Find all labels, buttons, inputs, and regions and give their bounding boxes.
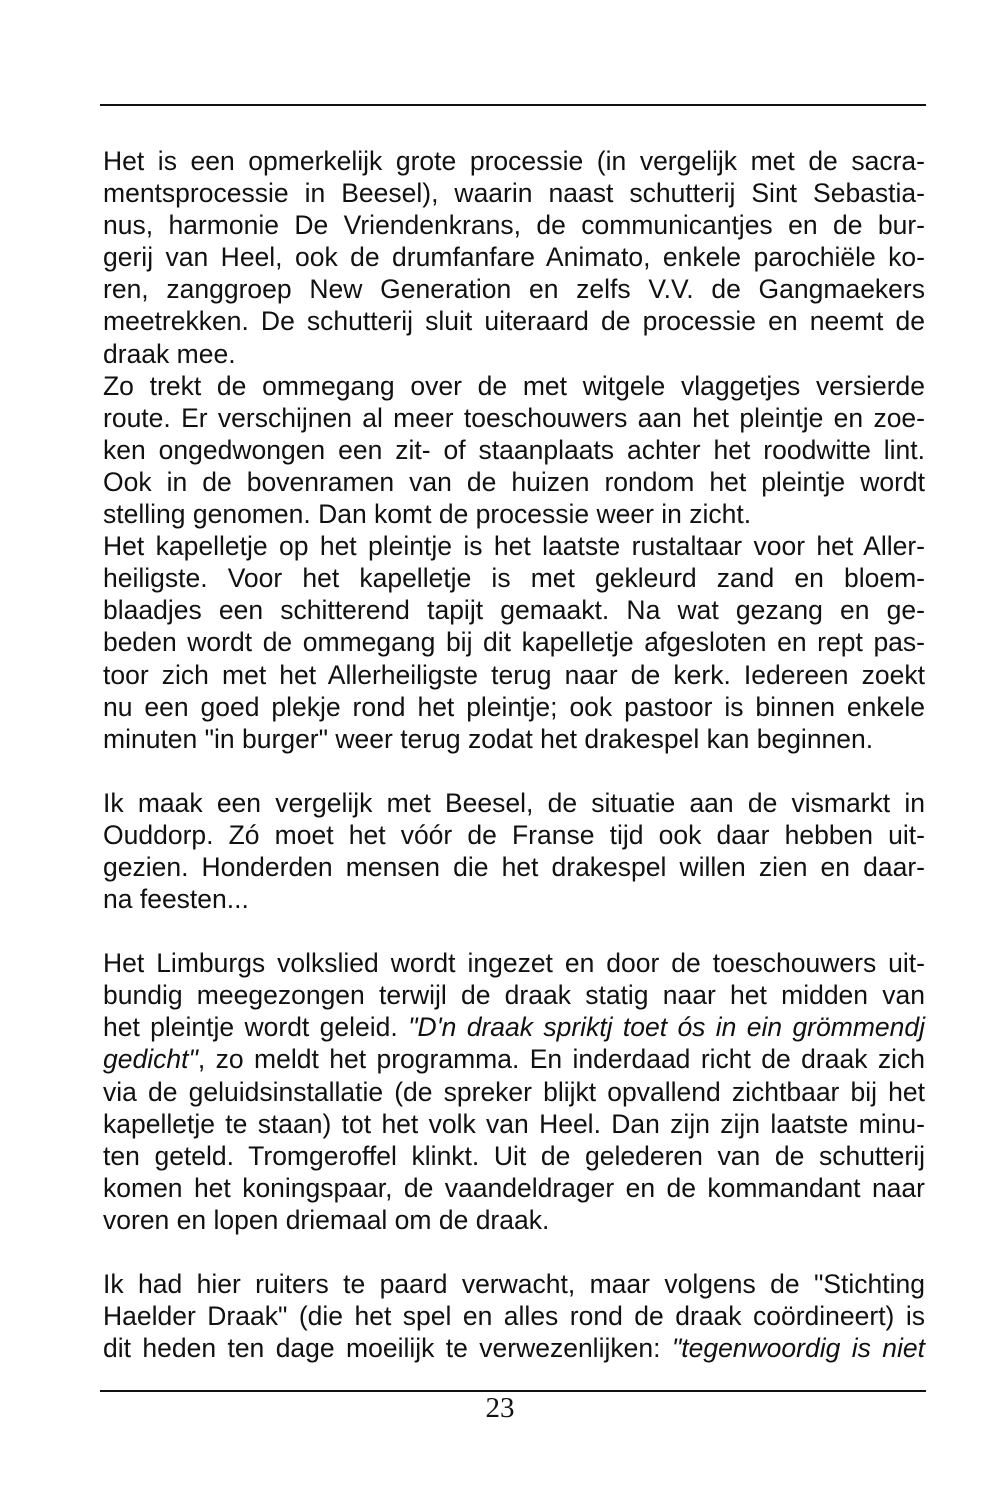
paragraph-procession [103,145,925,370]
text-line: beden wordt de ommegang bij dit kapelletje afgesloten en rept pas- [103,627,925,658]
text-line: Ik had hier ruiters te paard verwacht, maar volgens de "Stichting [103,1269,925,1299]
text-line: mentsprocessie in Beesel), waarin naast schutterij Sint Sebastia- [103,178,925,209]
text-line: bundig meegezongen terwijl de draak statig naar het midden van [103,980,925,1011]
text-line: Ik maak een vergelijk met Beesel, de situatie aan de vismarkt in [103,787,925,818]
text-line: via de geluidsinstallatie (de spreker blijkt opvallend zichtbaar bij het [103,1076,925,1107]
text-line: Het kapelletje op het pleintje is het laatste rustaltaar voor het Aller- [103,531,925,562]
text-line [103,1011,925,1043]
paragraph-volkslied [103,947,925,1236]
paragraph-ommegang [103,370,925,530]
text-line [103,1332,925,1364]
paragraph-gap [103,915,925,947]
text-line [103,1043,925,1075]
paragraph-kapelletje [103,530,925,755]
text-line: komen het koningspaar, de vaandeldrager en de kommandant naar [103,1172,925,1203]
text-line: na feesten... [103,884,249,915]
text-run: dit heden ten dage moeilijk te verwezenlijken: [103,1333,672,1364]
text-line: gezien. Honderden mensen die het drakespel willen zien en daar- [103,851,925,882]
paragraph-vergelijk [103,787,925,915]
text-line: Zo trekt de ommegang over de met witgele vlaggetjes versierde [103,370,925,401]
text-line: Ouddorp. Zó moet het vóór de Franse tijd ook daar hebben uit- [103,819,925,850]
text-line: Het Limburgs volkslied wordt ingezet en door de toeschouwers uit- [103,948,925,979]
text-line: nu een goed plekje rond het pleintje; ook pastoor is binnen enkele [103,691,925,722]
text-line: meetrekken. De schutterij sluit uiteraard de processie en neemt de [103,306,925,337]
text-run: , zo meldt het programma. En inderdaad richt de draak zich [197,1044,925,1075]
text-line: draak mee. [103,338,236,369]
text-line: ren, zanggroep New Generation en zelfs V.V. de Gangmaekers [103,274,925,305]
page-body [103,145,925,1364]
text-line: Ook in de bovenramen van de huizen rondom het pleintje wordt [103,466,925,497]
text-line: route. Er verschijnen al meer toeschouwers aan het pleintje en zoe- [103,402,925,433]
text-line: heiligste. Voor het kapelletje is met gekleurd zand en bloem- [103,563,925,594]
text-line: minuten "in burger" weer terug zodat het drakespel kan beginnen. [103,723,874,754]
text-run: het pleintje wordt geleid. [103,1012,409,1043]
text-line: stelling genomen. Dan komt de processie weer in zicht. [103,499,752,530]
paragraph-ruiters [103,1268,925,1364]
page-number: 23 [485,1392,515,1424]
text-line: Het is een opmerkelijk grote processie (in vergelijk met de sacra- [103,146,925,176]
text-line: ken ongedwongen een zit- of staanplaats achter het roodwitte lint. [103,434,925,465]
text-line: nus, harmonie De Vriendenkrans, de communicantjes en de bur- [103,210,925,241]
text-line: blaadjes een schitterend tapijt gemaakt. Na wat gezang en ge- [103,595,925,626]
text-line: voren en lopen driemaal om de draak. [103,1204,550,1235]
text-line: gerij van Heel, ook de drumfanfare Animato, enkele parochiële ko- [103,242,925,273]
header-rule [100,104,926,106]
text-line: kapelletje te staan) tot het volk van Heel. Dan zijn zijn laatste minu- [103,1108,925,1139]
paragraph-gap [103,755,925,787]
quote-italic: gedicht" [103,1044,198,1075]
text-line: toor zich met het Allerheiligste terug naar de kerk. Iedereen zoekt [103,659,925,690]
text-line: Haelder Draak" (die het spel en alles rond de draak coördineert) is [103,1301,925,1332]
quote-italic: "D'n draak spriktj toet ós in ein grömmendj [408,1012,925,1043]
paragraph-gap [103,1236,925,1268]
text-line: ten geteld. Tromgeroffel klinkt. Uit de gelederen van de schutterij [103,1140,925,1171]
quote-italic: "tegenwoordig is niet [671,1333,925,1364]
